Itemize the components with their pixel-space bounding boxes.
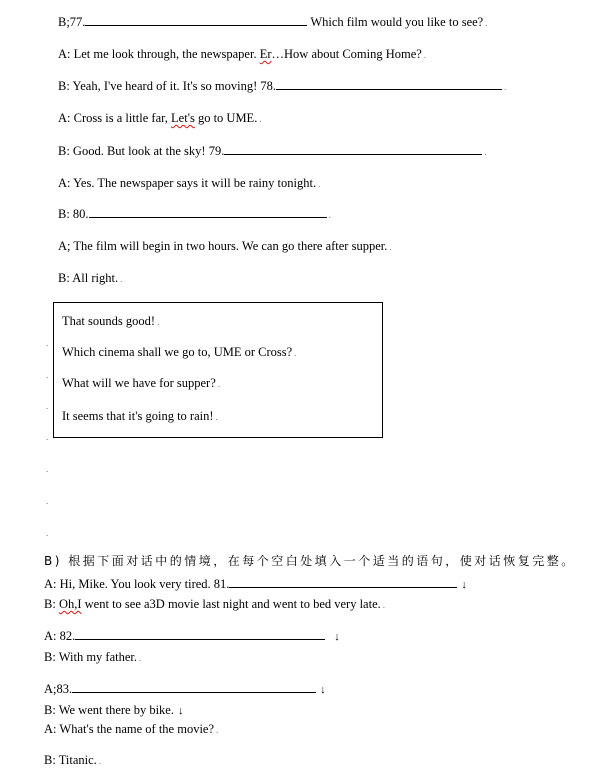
option-item: That sounds good! . — [62, 314, 160, 328]
line-79: B: Good. But look at the sky! 79. . — [58, 144, 487, 158]
blank-82[interactable] — [75, 628, 325, 640]
paragraph-mark: . — [46, 370, 49, 380]
blank-80[interactable] — [89, 206, 327, 218]
line-film: A; The film will begin in two hours. We can go there after supper. . — [58, 239, 392, 253]
blank-83[interactable] — [72, 681, 316, 693]
line-titanic: B: Titanic. . — [44, 753, 102, 767]
line-83: A;83. ↓ — [44, 682, 326, 696]
paragraph-mark: . — [46, 338, 49, 348]
option-item: What will we have for supper? . — [62, 376, 221, 390]
line-81: A: Hi, Mike. You look very tired. 81. ↓ — [44, 577, 467, 591]
line-cross: A: Cross is a little far, Let's go to UME. . — [58, 111, 262, 125]
section-b-heading: B) 根据下面对话中的情境，在每个空白处填入一个适当的语句，使对话恢复完整。 — [44, 554, 576, 568]
blank-77[interactable] — [85, 14, 307, 26]
blank-79[interactable] — [224, 143, 482, 155]
line-rain: A: Yes. The newspaper says it will be rainy tonight. . — [58, 176, 321, 190]
option-item: It seems that it's going to rain! . — [62, 409, 218, 423]
line-allright: B: All right. . — [58, 271, 123, 285]
blank-78[interactable] — [276, 78, 502, 90]
line-name: A: What's the name of the movie? . — [44, 722, 219, 736]
option-item: Which cinema shall we go to, UME or Cross? . — [62, 345, 297, 359]
line-80: B: 80. . — [58, 207, 331, 221]
line-father: B: With my father. . — [44, 650, 142, 664]
blank-81[interactable] — [229, 576, 457, 588]
line-bike: B: We went there by bike. ↓ — [44, 703, 184, 717]
line-77: B;77. Which film would you like to see? . — [58, 15, 488, 29]
line-78: B: Yeah, I've heard of it. It's so moving! 78. . — [58, 79, 507, 93]
paragraph-mark: . — [46, 496, 49, 506]
paragraph-mark: . — [46, 432, 49, 442]
paragraph-mark: . — [46, 401, 49, 411]
line-82: A: 82. ↓ — [44, 629, 340, 643]
line-newspaper: A: Let me look through, the newspaper. Er…How about Coming Home? . — [58, 47, 427, 61]
paragraph-mark: . — [46, 464, 49, 474]
line-oh: B: Oh,I went to see a3D movie last night and went to bed very late. . — [44, 597, 385, 611]
options-box — [53, 302, 383, 438]
paragraph-mark: . — [46, 528, 49, 538]
